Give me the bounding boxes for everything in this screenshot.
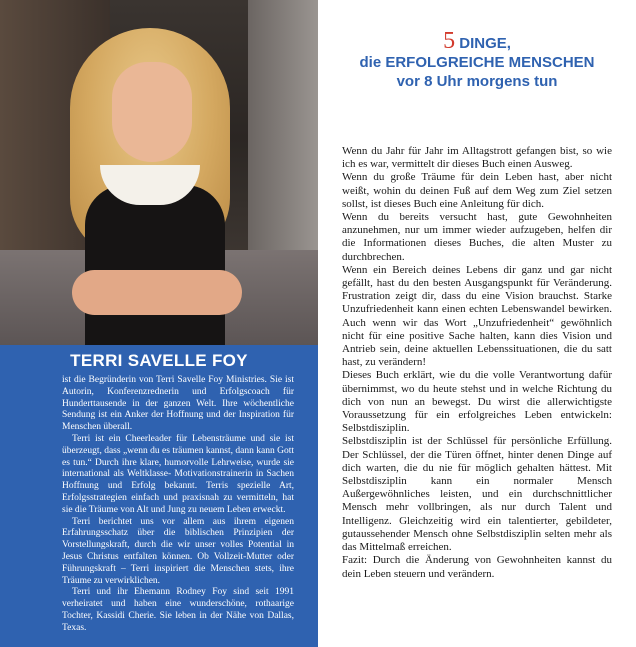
right-panel [318,0,636,647]
description-paragraph: Fazit: Durch die Änderung von Gewohnheiten kannst du dein Leben steuern und verändern. [342,554,612,580]
description-paragraph: Dieses Buch erklärt, wie du die volle Verantwortung dafür übernimmst, wo du heute stehst und in welche Richtung du dich von nun an bewegst. Du wirst die allerwichtigste Voraussetzung für ein erfolgreiches Leben entwickeln: Selbstdisziplin. [342,369,612,435]
photo-dress [85,185,225,345]
description-paragraph: Wenn du Jahr für Jahr im Alltagstrott gefangen bist, so wie ich es war, vermittelt dir dieses Buch einen Ausweg. [342,145,612,171]
photo-arms [72,270,242,315]
bio-paragraph: Terri und ihr Ehemann Rodney Foy sind seit 1991 verheiratet und haben eine wunderschöne, rothaarige Tochter, Kassidi Cherie. Sie leben in der Nähe von Dallas, Texas. [62,587,294,633]
bio-paragraph: ist die Begründerin von Terri Savelle Foy Ministries. Sie ist Autorin, Konferenzrednerin und Erfolgscoach für Hunderttausende in der ganzen Welt. Ihre wöchentliche Sendung ist ein Anker der Hoffnung und der Inspiration für Menschen überall. [62,375,294,433]
photo-face [112,62,192,162]
author-bio-text [62,375,294,635]
description-paragraph: Wenn ein Bereich deines Lebens dir ganz und gar nicht gefällt, hast du den besten Ausgangspunkt für Veränderung. Frustration zeigt dir, dass du eine Vision brauchst. Starke Unzufriedenheit kann einen echten Lebenswandel bewirken. Auch wenn wir das Wort „Unzufriedenheit“ gewöhnlich nicht für eine positive Sache halten, kann dies Vision und Antrieb sein, deine aktuellen Lebenssituationen, die du satt hast, zu verändern! [342,263,612,369]
bio-paragraph: Terri ist ein Cheerleader für Lebensträume und sie ist überzeugt, dass „wenn du es träumen kannst, dann kann Gott es tun.“ Durch ihre klare, humorvolle Lehrweise, wurde sie international als Weltklasse- Motivationstrainerin in Sachen Hoffnung und Erfolg bekannt. Terris spezielle Art, Erfolgsstrategien einfach und praxisnah zu vermitteln, hat sie die Träume von Alt und Jung zu neuem Leben erweckt. [62,433,294,515]
book-title [318,28,636,91]
title-line-2: die ERFOLGREICHE MENSCHEN [359,54,595,71]
title-line-3: vor 8 Uhr morgens tun [396,73,558,90]
book-description [342,145,612,581]
author-name: TERRI SAVELLE FOY [70,351,248,370]
author-photo [0,0,318,345]
title-number: 5 [443,28,456,54]
description-paragraph: Selbstdisziplin ist der Schlüssel für persönliche Erfüllung. Der Schlüssel, der die Türen öffnet, hinter denen Dinge auf dich warten, die du nie für möglich gehalten hättest. Mit Selbstdisziplin kann ein normaler Mensch Außergewöhnliches leisten, und ein durchschnittlicher Mensch mehr vollbringen, als nur durch Talent und Intelligenz. Gleichzeitig wird ein talentierter, gebildeter, gutaussehender Mensch ohne Selbstdisziplin selten mehr als das Mittelmaß erreichen. [342,435,612,554]
bio-paragraph: Terri berichtet uns vor allem aus ihrem eigenen Erfahrungsschatz über die biblischen Prinzipien der Vorstellungskraft, durch die wir unser volles Potential in Jesus Christus entfalten können. Ob Vollzeit-Mutter oder Führungskraft – Terri inspiriert die Menschen stets, ihre Träume zu verwirklichen. [62,516,294,586]
description-paragraph: Wenn du bereits versucht hast, gute Gewohnheiten anzunehmen, nur um immer wieder aufzugeben, helfen dir die Informationen dieses Buches, die alten Muster zu durchbrechen. [342,211,612,263]
author-bio-box [0,345,318,647]
title-line-1: 5 DINGE, [443,28,511,54]
description-paragraph: Wenn du große Träume für dein Leben hast, aber nicht weißt, wohin du deinen Fuß auf dem Weg zum Ziel setzen sollst, ist dieses Buch eine Anleitung für dich. [342,171,612,210]
